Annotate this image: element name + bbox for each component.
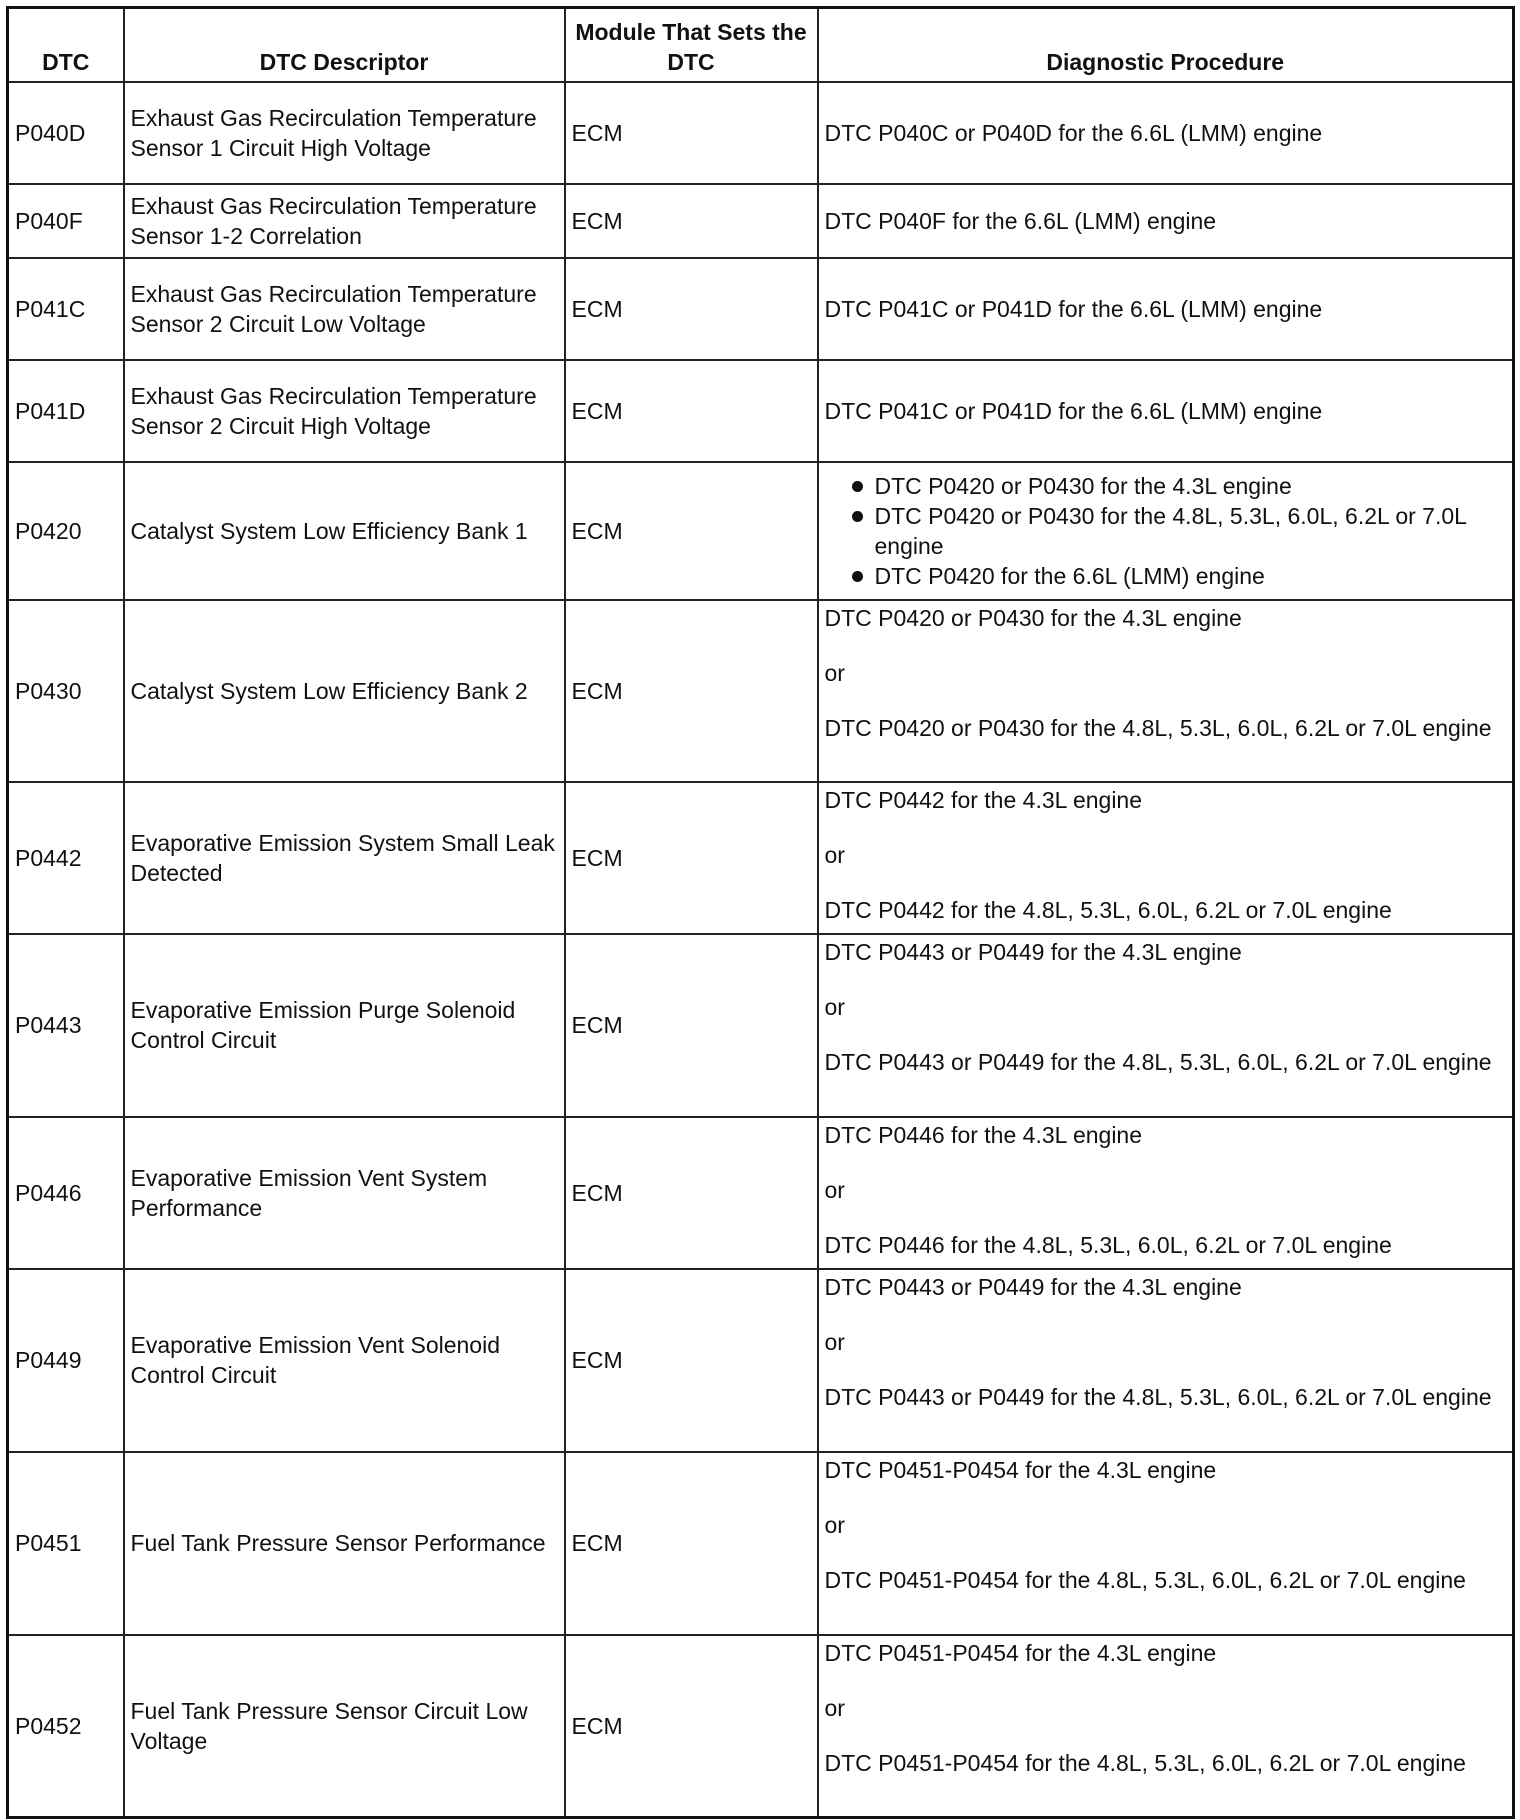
module-cell: ECM xyxy=(565,782,818,934)
dtc-descriptor-cell: Fuel Tank Pressure Sensor Performance xyxy=(124,1452,565,1635)
document-page xyxy=(6,6,1514,1814)
module-cell: ECM xyxy=(565,934,818,1117)
procedure-link[interactable]: DTC P041C or P041D for the 6.6L (LMM) engine xyxy=(824,397,1323,424)
module-cell: ECM xyxy=(565,1117,818,1269)
procedure-link[interactable]: DTC P0443 or P0449 for the 4.8L, 5.3L, 6.0L, 6.2L or 7.0L engine xyxy=(824,1383,1492,1410)
diagnostic-procedure-cell xyxy=(818,258,1514,360)
procedure-link[interactable]: DTC P0420 for the 6.6L (LMM) engine xyxy=(825,561,1507,591)
spacer xyxy=(825,1302,1507,1327)
dtc-code-cell: P041D xyxy=(8,360,124,462)
spacer xyxy=(825,1205,1507,1230)
dtc-descriptor-cell: Exhaust Gas Recirculation Temperature Sensor 1 Circuit High Voltage xyxy=(124,82,565,184)
diagnostic-procedure-cell xyxy=(818,934,1514,1117)
spacer xyxy=(825,1150,1507,1175)
procedure-or-separator: or xyxy=(824,1511,845,1538)
procedure-or-separator: or xyxy=(824,659,845,686)
procedure-link[interactable]: DTC P0446 for the 4.3L engine xyxy=(824,1121,1143,1148)
dtc-code-cell: P0451 xyxy=(8,1452,124,1635)
module-cell: ECM xyxy=(565,184,818,258)
spacer xyxy=(825,815,1507,840)
spacer xyxy=(825,870,1507,895)
procedure-link[interactable]: DTC P0442 for the 4.3L engine xyxy=(824,786,1143,813)
spacer xyxy=(825,688,1507,713)
procedure-link[interactable]: DTC P0420 or P0430 for the 4.3L engine xyxy=(825,471,1507,501)
table-header-row xyxy=(8,8,1514,82)
spacer xyxy=(825,1022,1507,1047)
dtc-descriptor-cell: Exhaust Gas Recirculation Temperature Sensor 1-2 Correlation xyxy=(124,184,565,258)
table-row xyxy=(8,600,1514,782)
spacer xyxy=(825,1668,1507,1693)
table-row xyxy=(8,934,1514,1117)
dtc-code-cell: P0442 xyxy=(8,782,124,934)
dtc-descriptor-cell: Evaporative Emission Vent Solenoid Control Circuit xyxy=(124,1269,565,1452)
diagnostic-procedure-cell xyxy=(818,184,1514,258)
table-row xyxy=(8,1452,1514,1635)
procedure-link[interactable]: DTC P0420 or P0430 for the 4.8L, 5.3L, 6.0L, 6.2L or 7.0L engine xyxy=(825,501,1507,561)
diagnostic-procedure-cell xyxy=(818,360,1514,462)
diagnostic-procedure-cell xyxy=(818,1117,1514,1269)
table-row xyxy=(8,258,1514,360)
procedure-link[interactable]: DTC P0442 for the 4.8L, 5.3L, 6.0L, 6.2L or 7.0L engine xyxy=(824,896,1392,923)
procedure-link[interactable]: DTC P0451-P0454 for the 4.8L, 5.3L, 6.0L, 6.2L or 7.0L engine xyxy=(824,1749,1466,1776)
diagnostic-procedure-cell xyxy=(818,600,1514,782)
diagnostic-procedure-cell xyxy=(818,82,1514,184)
diagnostic-procedure-cell xyxy=(818,782,1514,934)
module-cell: ECM xyxy=(565,1452,818,1635)
procedure-link[interactable]: DTC P0446 for the 4.8L, 5.3L, 6.0L, 6.2L or 7.0L engine xyxy=(824,1231,1392,1258)
module-cell: ECM xyxy=(565,1635,818,1818)
dtc-code-cell: P0420 xyxy=(8,462,124,600)
diagnostic-procedure-cell xyxy=(818,1635,1514,1818)
dtc-descriptor-cell: Evaporative Emission Vent System Performance xyxy=(124,1117,565,1269)
module-cell: ECM xyxy=(565,258,818,360)
dtc-code-cell: P0446 xyxy=(8,1117,124,1269)
spacer xyxy=(825,1540,1507,1565)
procedure-or-separator: or xyxy=(824,1176,845,1203)
dtc-code-cell: P0430 xyxy=(8,600,124,782)
dtc-descriptor-cell: Exhaust Gas Recirculation Temperature Sensor 2 Circuit Low Voltage xyxy=(124,258,565,360)
procedure-link[interactable]: DTC P0420 or P0430 for the 4.3L engine xyxy=(824,604,1242,631)
procedure-link[interactable]: DTC P0443 or P0449 for the 4.3L engine xyxy=(824,938,1242,965)
spacer xyxy=(825,1723,1507,1748)
spacer xyxy=(825,967,1507,992)
dtc-descriptor-cell: Evaporative Emission Purge Solenoid Control Circuit xyxy=(124,934,565,1117)
procedure-link[interactable]: DTC P0420 or P0430 for the 4.8L, 5.3L, 6.0L, 6.2L or 7.0L engine xyxy=(824,714,1492,741)
table-row xyxy=(8,82,1514,184)
procedure-link[interactable]: DTC P041C or P041D for the 6.6L (LMM) engine xyxy=(824,295,1323,322)
module-cell: ECM xyxy=(565,600,818,782)
dtc-descriptor-cell: Exhaust Gas Recirculation Temperature Sensor 2 Circuit High Voltage xyxy=(124,360,565,462)
table-row xyxy=(8,1269,1514,1452)
procedure-link[interactable]: DTC P0443 or P0449 for the 4.8L, 5.3L, 6.0L, 6.2L or 7.0L engine xyxy=(824,1048,1492,1075)
diagnostic-procedure-cell xyxy=(818,1452,1514,1635)
table-row xyxy=(8,1635,1514,1818)
procedure-bullet-list xyxy=(825,471,1507,591)
diagnostic-procedure-cell xyxy=(818,1269,1514,1452)
diagnostic-procedure-cell xyxy=(818,462,1514,600)
dtc-code-cell: P040F xyxy=(8,184,124,258)
procedure-or-separator: or xyxy=(824,993,845,1020)
header-dtc: DTC xyxy=(8,8,124,82)
module-cell: ECM xyxy=(565,360,818,462)
procedure-link[interactable]: DTC P0451-P0454 for the 4.3L engine xyxy=(824,1456,1217,1483)
table-row xyxy=(8,462,1514,600)
procedure-or-separator: or xyxy=(824,1694,845,1721)
dtc-code-cell: P0443 xyxy=(8,934,124,1117)
header-descriptor: DTC Descriptor xyxy=(124,8,565,82)
spacer xyxy=(825,1357,1507,1382)
procedure-link[interactable]: DTC P040F for the 6.6L (LMM) engine xyxy=(824,207,1217,234)
procedure-link[interactable]: DTC P040C or P040D for the 6.6L (LMM) engine xyxy=(824,119,1323,146)
dtc-code-cell: P0449 xyxy=(8,1269,124,1452)
table-body xyxy=(8,82,1514,1818)
module-cell: ECM xyxy=(565,1269,818,1452)
dtc-table xyxy=(6,6,1515,1819)
dtc-descriptor-cell: Fuel Tank Pressure Sensor Circuit Low Voltage xyxy=(124,1635,565,1818)
table-row xyxy=(8,360,1514,462)
dtc-code-cell: P0452 xyxy=(8,1635,124,1818)
module-cell: ECM xyxy=(565,82,818,184)
procedure-link[interactable]: DTC P0451-P0454 for the 4.8L, 5.3L, 6.0L, 6.2L or 7.0L engine xyxy=(824,1566,1466,1593)
procedure-link[interactable]: DTC P0451-P0454 for the 4.3L engine xyxy=(824,1639,1217,1666)
dtc-descriptor-cell: Catalyst System Low Efficiency Bank 1 xyxy=(124,462,565,600)
procedure-or-separator: or xyxy=(824,841,845,868)
header-procedure: Diagnostic Procedure xyxy=(818,8,1514,82)
table-row xyxy=(8,1117,1514,1269)
dtc-code-cell: P040D xyxy=(8,82,124,184)
dtc-descriptor-cell: Evaporative Emission System Small Leak Detected xyxy=(124,782,565,934)
table-row xyxy=(8,782,1514,934)
module-cell: ECM xyxy=(565,462,818,600)
spacer xyxy=(825,1485,1507,1510)
dtc-code-cell: P041C xyxy=(8,258,124,360)
header-module: Module That Sets the DTC xyxy=(565,8,818,82)
table-row xyxy=(8,184,1514,258)
procedure-link[interactable]: DTC P0443 or P0449 for the 4.3L engine xyxy=(824,1273,1242,1300)
dtc-descriptor-cell: Catalyst System Low Efficiency Bank 2 xyxy=(124,600,565,782)
procedure-or-separator: or xyxy=(824,1328,845,1355)
spacer xyxy=(825,633,1507,658)
